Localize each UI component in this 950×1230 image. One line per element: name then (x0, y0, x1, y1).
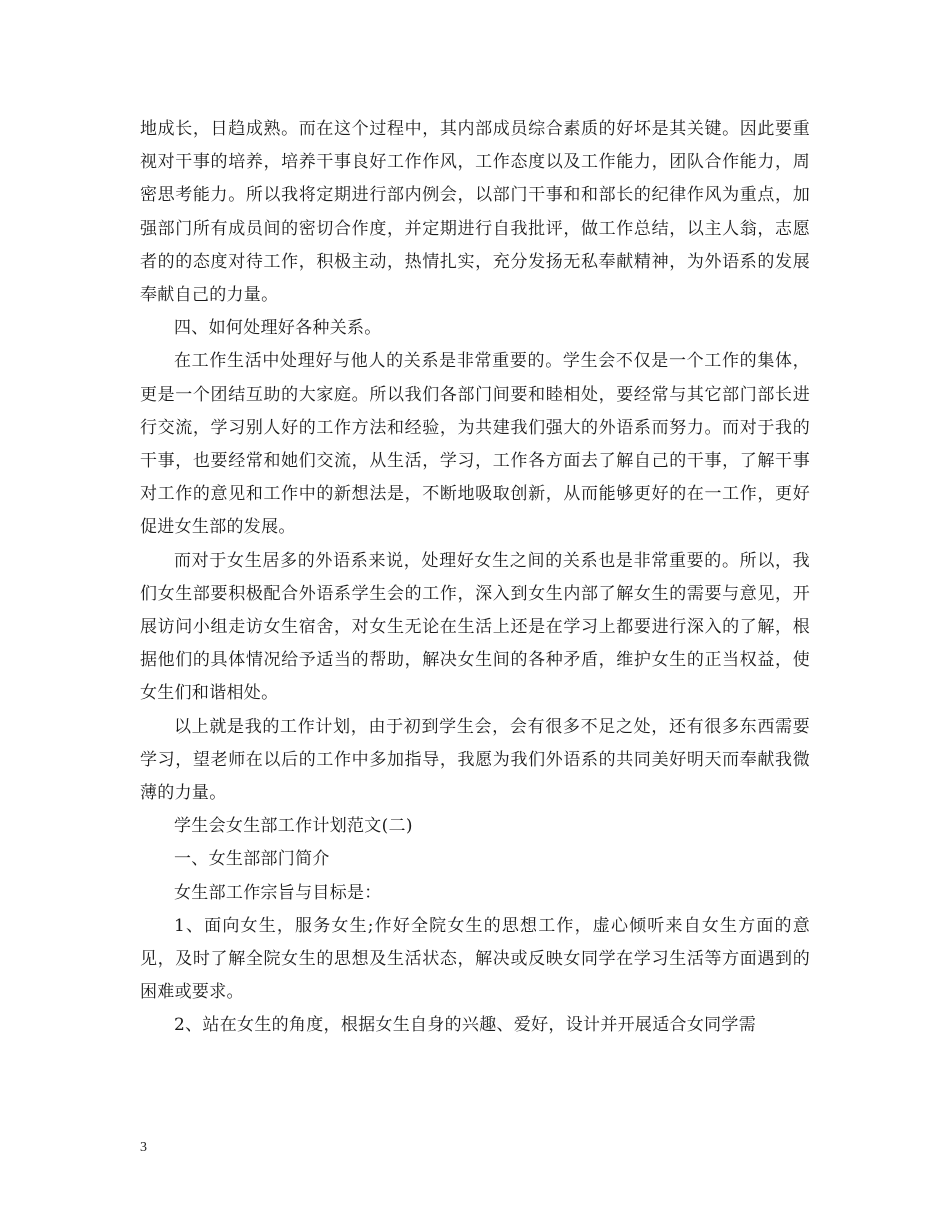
paragraph: 在工作生活中处理好与他人的关系是非常重要的。学生会不仅是一个工作的集体，更是一个团结互助的大家庭。所以我们各部门间要和睦相处，要经常与其它部门部长进行交流，学习别人好的工作方法和经验，为共建我们强大的外语系而努力。而对于我的干事，也要经常和她们交流，从生活，学习，工作各方面去了解自己的干事，了解干事对工作的意见和工作中的新想法是，不断地吸取创新，从而能够更好的在一工作，更好促进女生部的发展。 (140, 351, 810, 538)
paragraph: 女生部工作宗旨与目标是： (174, 882, 382, 903)
section-heading: 一、女生部部门简介 (174, 849, 330, 870)
paragraph: 地成长，日趋成熟。而在这个过程中，其内部成员综合素质的好坏是其关键。因此要重视对干事的培养，培养干事良好工作作风，工作态度以及工作能力，团队合作能力，周密思考能力。所以我将定期进行部内例会，以部门干事和和部长的纪律作风为重点，加强部门所有成员间的密切合作度，并定期进行自我批评，做工作总结，以主人翁，志愿者的的态度对待工作，积极主动，热情扎实，充分发扬无私奉献精神，为外语系的发展奉献自己的力量。 (140, 119, 810, 306)
paragraph: 而对于女生居多的外语系来说，处理好女生之间的关系也是非常重要的。所以，我们女生部要积极配合外语系学生会的工作，深入到女生内部了解女生的需要与意见，开展访问小组走访女生宿舍，对女生无论在生活上还是在学习上都要进行深入的了解，根据他们的具体情况给予适当的帮助，解决女生间的各种矛盾，维护女生的正当权益，使女生们和谐相处。 (140, 550, 810, 704)
document-subtitle: 学生会女生部工作计划范文(二) (174, 816, 413, 837)
list-item: 1、面向女生，服务女生;作好全院女生的思想工作，虚心倾听来自女生方面的意见，及时了解全院女生的思想及生活状态，解决或反映女同学在学习生活等方面遇到的困难或要求。 (140, 915, 810, 1003)
list-item: 2、站在女生的角度，根据女生自身的兴趣、爱好，设计并开展适合女同学需 (174, 1015, 757, 1036)
page-number: 3 (140, 1140, 147, 1155)
paragraph: 以上就是我的工作计划，由于初到学生会，会有很多不足之处，还有很多东西需要学习，望老师在以后的工作中多加指导，我愿为我们外语系的共同美好明天而奉献我微薄的力量。 (140, 716, 810, 804)
section-heading: 四、如何处理好各种关系。 (174, 318, 382, 339)
document-body (140, 113, 810, 1043)
